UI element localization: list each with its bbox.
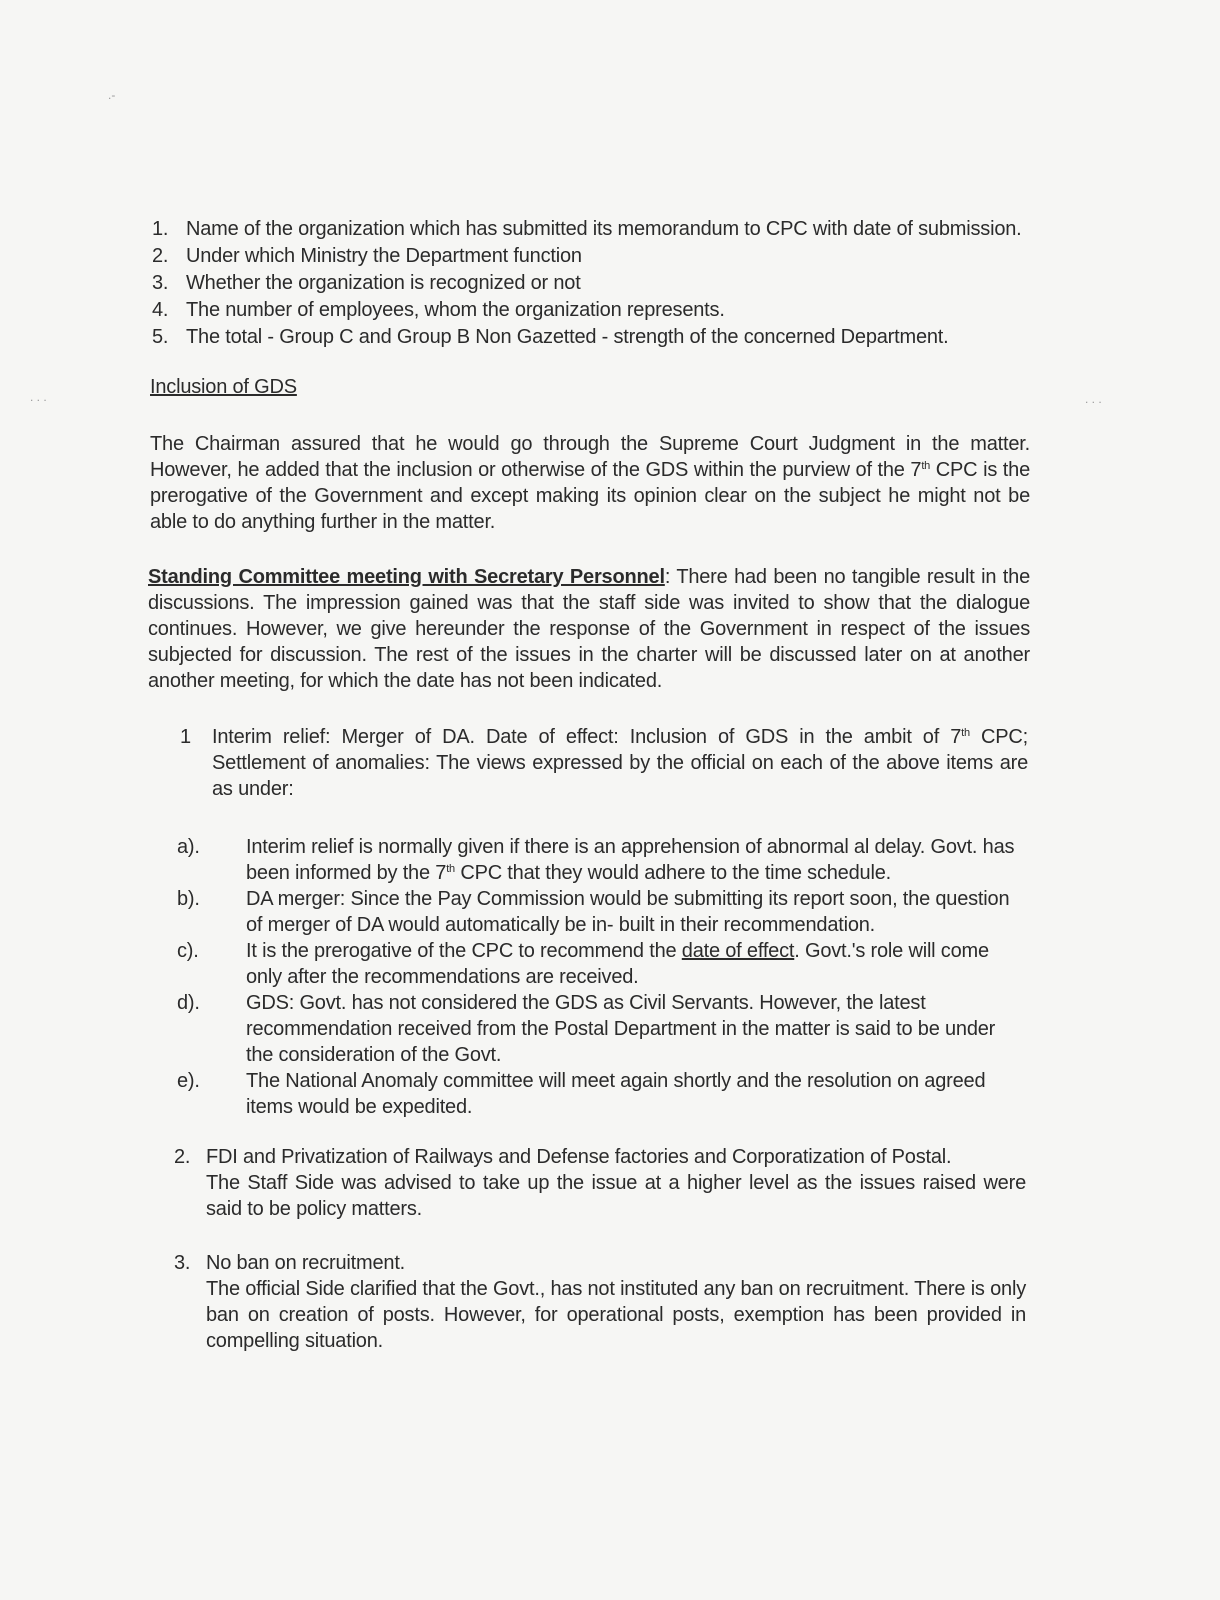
item-2-body: The Staff Side was advised to take up the issue at a higher level as the issues raised were said to be policy matters.: [206, 1172, 1026, 1220]
scan-speck: . . .: [30, 390, 47, 404]
sub-item-e-text: The National Anomaly committee will meet again shortly and the resolution on agreed items would be expedited.: [246, 1070, 986, 1118]
sub-item-text-part: CPC that they would adhere to the time schedule.: [454, 862, 891, 884]
gds-paragraph: [150, 431, 1030, 535]
sub-item-d-text: GDS: Govt. has not considered the GDS as Civil Servants. However, the latest recommendation received from the Postal Department in the matter is said to be under the consideration of the Govt.: [246, 992, 996, 1066]
list-number: 5.: [152, 326, 169, 348]
item-2-title: FDI and Privatization of Railways and Defense factories and Corporatization of Postal.: [206, 1146, 952, 1168]
list-number: 1.: [152, 218, 169, 240]
item-1-text: [212, 724, 1028, 802]
standing-committee-text: : There had been no tangible result in the discussions. The impression gained was that the staff side was invited to show that the dialogue continues. However, we give hereunder the response of the Government in respect of the issues subjected for discussion. The rest of the issues in the charter will be discussed later on at another another meeting, for which the date has not been indicated.: [148, 566, 1030, 692]
list-number: 2.: [152, 245, 169, 267]
list-item-text: Under which Ministry the Department function: [186, 245, 582, 267]
list-item-text: Name of the organization which has submitted its memorandum to CPC with date of submission.: [186, 218, 1022, 240]
sub-item-label: b).: [177, 888, 200, 910]
item-number: 1: [180, 726, 191, 748]
list-item-text: The number of employees, whom the organization represents.: [186, 299, 725, 321]
sub-item-text-part: . Govt.'s role will come only after the recommendations are received.: [246, 940, 989, 988]
item-3-title: No ban on recruitment.: [206, 1252, 406, 1274]
sub-item-b-text: DA merger: Since the Pay Commission would be submitting its report soon, the question of merger of DA would automatically be in- built in their recommendation.: [246, 888, 1010, 936]
sub-item-a-text: [246, 834, 1018, 886]
sub-item-label: d).: [177, 992, 200, 1014]
superscript: th: [921, 460, 931, 472]
scan-speck: . . .: [1085, 392, 1102, 406]
sub-item-label: c).: [177, 940, 199, 962]
list-number: 4.: [152, 299, 169, 321]
underlined-phrase: date of effect: [681, 940, 795, 962]
item-3-body: The official Side clarified that the Govt., has not instituted any ban on recruitment. There is only ban on creation of posts. However, for operational posts, exemption has been provided in compelling situation.: [206, 1278, 1026, 1352]
list-item-text: Whether the organization is recognized or not: [186, 272, 581, 294]
item-1-text-part: Interim relief: Merger of DA. Date of effect: Inclusion of GDS in the ambit of 7: [212, 726, 962, 748]
item-number: 2.: [174, 1146, 191, 1168]
gds-heading: Inclusion of GDS: [150, 376, 297, 398]
sub-item-c-text: [246, 938, 1018, 990]
sub-item-label: e).: [177, 1070, 200, 1092]
scan-speck: .-: [108, 88, 116, 102]
list-item-text: The total - Group C and Group B Non Gazetted - strength of the concerned Department.: [186, 326, 949, 348]
standing-committee-heading: Standing Committee meeting with Secretary Personnel: [148, 566, 665, 588]
sub-item-text-part: It is the prerogative of the CPC to recommend the: [246, 940, 682, 962]
item-1-text-part: CPC; Settlement of anomalies: The views expressed by the official on each of the above items are as under:: [212, 726, 1028, 800]
sub-item-text-part: Interim relief is normally given if there is an apprehension of abnormal al delay. Govt. has been informed by the 7: [246, 836, 1015, 884]
standing-committee-paragraph: [148, 564, 1030, 694]
superscript: th: [446, 863, 455, 875]
sub-item-label: a).: [177, 836, 200, 858]
superscript: th: [961, 727, 970, 739]
gds-paragraph-text: The Chairman assured that he would go through the Supreme Court Judgment in the matter. However, he added that the inclusion or otherwise of the GDS within the purview of the 7: [150, 433, 1030, 481]
item-number: 3.: [174, 1252, 191, 1274]
list-number: 3.: [152, 272, 169, 294]
gds-paragraph-text: CPC is the prerogative of the Government and except making its opinion clear on the subject he might not be able to do anything further in the matter.: [150, 459, 1030, 533]
